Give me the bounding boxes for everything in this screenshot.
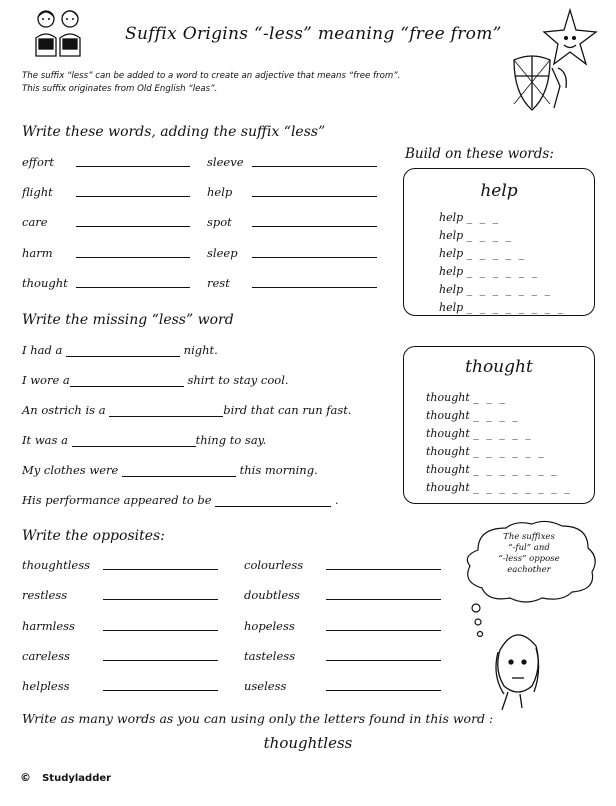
- build-row-dashes: _ _ _ _ _ _ _ _: [473, 481, 572, 494]
- build-row-word: thought: [426, 409, 470, 422]
- sentence-4: [22, 433, 266, 447]
- opposite-answer-line[interactable]: [103, 569, 218, 570]
- word-effort: effort: [22, 155, 54, 169]
- sentence-4-after: thing to say.: [195, 433, 267, 447]
- opposite-answer-line[interactable]: [326, 630, 441, 631]
- word-harm: harm: [22, 246, 53, 260]
- sentence-3-before: An ostrich is a: [22, 403, 106, 417]
- section1-heading: Write these words, adding the suffix “less”: [22, 124, 326, 140]
- answer-line-effort[interactable]: [76, 166, 190, 167]
- build-row: [439, 265, 539, 278]
- word-help: help: [207, 185, 233, 199]
- build-row-word: thought: [426, 445, 470, 458]
- footer: [20, 766, 111, 785]
- build-row-word: help: [439, 211, 464, 224]
- build-row: [426, 445, 546, 458]
- sentence-2: [22, 373, 289, 387]
- build-row: [426, 463, 559, 476]
- build-row-dashes: _ _ _: [466, 211, 501, 224]
- build-row: [426, 427, 533, 440]
- opposite-word: hopeless: [244, 619, 295, 633]
- word-thought: thought: [22, 276, 68, 290]
- word-care: care: [22, 215, 48, 229]
- sentence-1-before: I had a: [22, 343, 63, 357]
- sentence-4-before: It was a: [22, 433, 68, 447]
- build-row-word: thought: [426, 463, 470, 476]
- build-row-dashes: _ _ _ _ _ _ _: [466, 283, 553, 296]
- bubble-line-1: The suffixes: [503, 532, 555, 542]
- build-row: [426, 409, 520, 422]
- answer-line-sleeve[interactable]: [252, 166, 377, 167]
- opposite-answer-line[interactable]: [326, 599, 441, 600]
- sentence-6-before: His performance appeared to be: [22, 493, 212, 507]
- sentence-6-blank[interactable]: [215, 494, 331, 507]
- sentence-1-after: night.: [183, 343, 218, 357]
- section4-word: thoughtless: [263, 734, 353, 752]
- opposite-answer-line[interactable]: [103, 630, 218, 631]
- answer-line-spot[interactable]: [252, 226, 377, 227]
- sentence-1: [22, 343, 218, 357]
- opposite-word: doubtless: [244, 588, 300, 602]
- intro-line-2: This suffix originates from Old English “leas”.: [22, 84, 218, 94]
- opposite-answer-line[interactable]: [326, 569, 441, 570]
- build-row-dashes: _ _ _ _ _ _: [473, 445, 546, 458]
- opposite-word: harmless: [22, 619, 75, 633]
- answer-line-sleep[interactable]: [252, 257, 377, 258]
- word-rest: rest: [207, 276, 230, 290]
- bubble-line-2: “-ful” and: [508, 543, 550, 553]
- bubble-line-3: “-less” oppose: [498, 554, 560, 564]
- word-sleeve: sleeve: [207, 155, 244, 169]
- build-row: [439, 301, 565, 314]
- opposite-word: thoughtless: [22, 558, 91, 572]
- build-row: [439, 247, 526, 260]
- build-row-word: help: [439, 229, 464, 242]
- answer-line-harm[interactable]: [76, 257, 190, 258]
- sentence-5-before: My clothes were: [22, 463, 119, 477]
- intro-line-1: The suffix “less” can be added to a word to create an adjective that means “free from”.: [22, 71, 401, 81]
- opposite-answer-line[interactable]: [103, 599, 218, 600]
- sentence-3-blank[interactable]: [109, 404, 223, 417]
- build-row-dashes: _ _ _ _ _ _ _ _: [466, 301, 566, 314]
- build-row-word: help: [439, 247, 464, 260]
- answer-line-rest[interactable]: [252, 287, 377, 288]
- sentence-5-blank[interactable]: [122, 464, 236, 477]
- section2-heading: Write the missing “less” word: [22, 312, 234, 328]
- star-shield-clipart: [500, 6, 600, 118]
- answer-line-help[interactable]: [252, 196, 377, 197]
- page-title: Suffix Origins “-less” meaning “free from”: [125, 24, 502, 44]
- build-row-dashes: _ _ _ _: [473, 409, 520, 422]
- sentence-2-blank[interactable]: [70, 374, 184, 387]
- opposite-word: useless: [244, 679, 287, 693]
- answer-line-thought[interactable]: [76, 287, 190, 288]
- sentence-5: [22, 463, 318, 477]
- thought-bubble-text: [478, 532, 580, 576]
- build-row-dashes: _ _ _ _ _ _ _: [473, 463, 559, 476]
- answer-line-care[interactable]: [76, 226, 190, 227]
- opposite-word: colourless: [244, 558, 304, 572]
- sentence-2-after: shirt to stay cool.: [187, 373, 289, 387]
- build-row-word: thought: [426, 481, 470, 494]
- opposite-word: restless: [22, 588, 68, 602]
- build-row-word: help: [439, 265, 464, 278]
- section3-heading: Write the opposites:: [22, 528, 165, 544]
- build-row: [439, 283, 552, 296]
- build-row: [439, 229, 513, 242]
- sentence-3-after: bird that can run fast.: [223, 403, 352, 417]
- opposite-answer-line[interactable]: [103, 660, 218, 661]
- word-flight: flight: [22, 185, 53, 199]
- sentence-1-blank[interactable]: [66, 344, 180, 357]
- build-row: [439, 211, 500, 224]
- build-row: [426, 481, 572, 494]
- sentence-3: [22, 403, 352, 417]
- build-heading: Build on these words:: [405, 146, 554, 162]
- build-row: [426, 391, 507, 404]
- sentence-6-after: .: [334, 493, 339, 507]
- footer-brand: Studyladder: [42, 773, 112, 784]
- build-row-word: thought: [426, 427, 470, 440]
- copyright-icon: ©: [20, 771, 31, 784]
- sentence-6: [22, 493, 339, 507]
- build-row-word: help: [439, 301, 464, 314]
- answer-line-flight[interactable]: [76, 196, 190, 197]
- sentence-5-after: this morning.: [239, 463, 318, 477]
- sentence-2-before: I wore a: [22, 373, 70, 387]
- word-spot: spot: [207, 215, 232, 229]
- opposite-word: careless: [22, 649, 70, 663]
- section4-instruction: Write as many words as you can using only the letters found in this word :: [22, 711, 494, 726]
- build-row-dashes: _ _ _ _ _ _: [466, 265, 540, 278]
- opposite-answer-line[interactable]: [103, 690, 218, 691]
- build-row-word: help: [439, 283, 464, 296]
- build-row-dashes: _ _ _ _: [466, 229, 514, 242]
- build-box-help-title: help: [480, 181, 518, 201]
- opposite-word: tasteless: [244, 649, 296, 663]
- build-box-thought-title: thought: [465, 357, 533, 377]
- opposite-word: helpless: [22, 679, 70, 693]
- sentence-4-blank[interactable]: [72, 434, 196, 447]
- build-row-dashes: _ _ _ _ _: [466, 247, 527, 260]
- word-sleep: sleep: [207, 246, 238, 260]
- opposite-answer-line[interactable]: [326, 690, 441, 691]
- children-reading-clipart: [30, 6, 86, 58]
- opposite-answer-line[interactable]: [326, 660, 441, 661]
- build-row-word: thought: [426, 391, 470, 404]
- build-row-dashes: _ _ _ _ _: [473, 427, 533, 440]
- bubble-line-4: eachother: [507, 565, 551, 575]
- build-row-dashes: _ _ _: [473, 391, 507, 404]
